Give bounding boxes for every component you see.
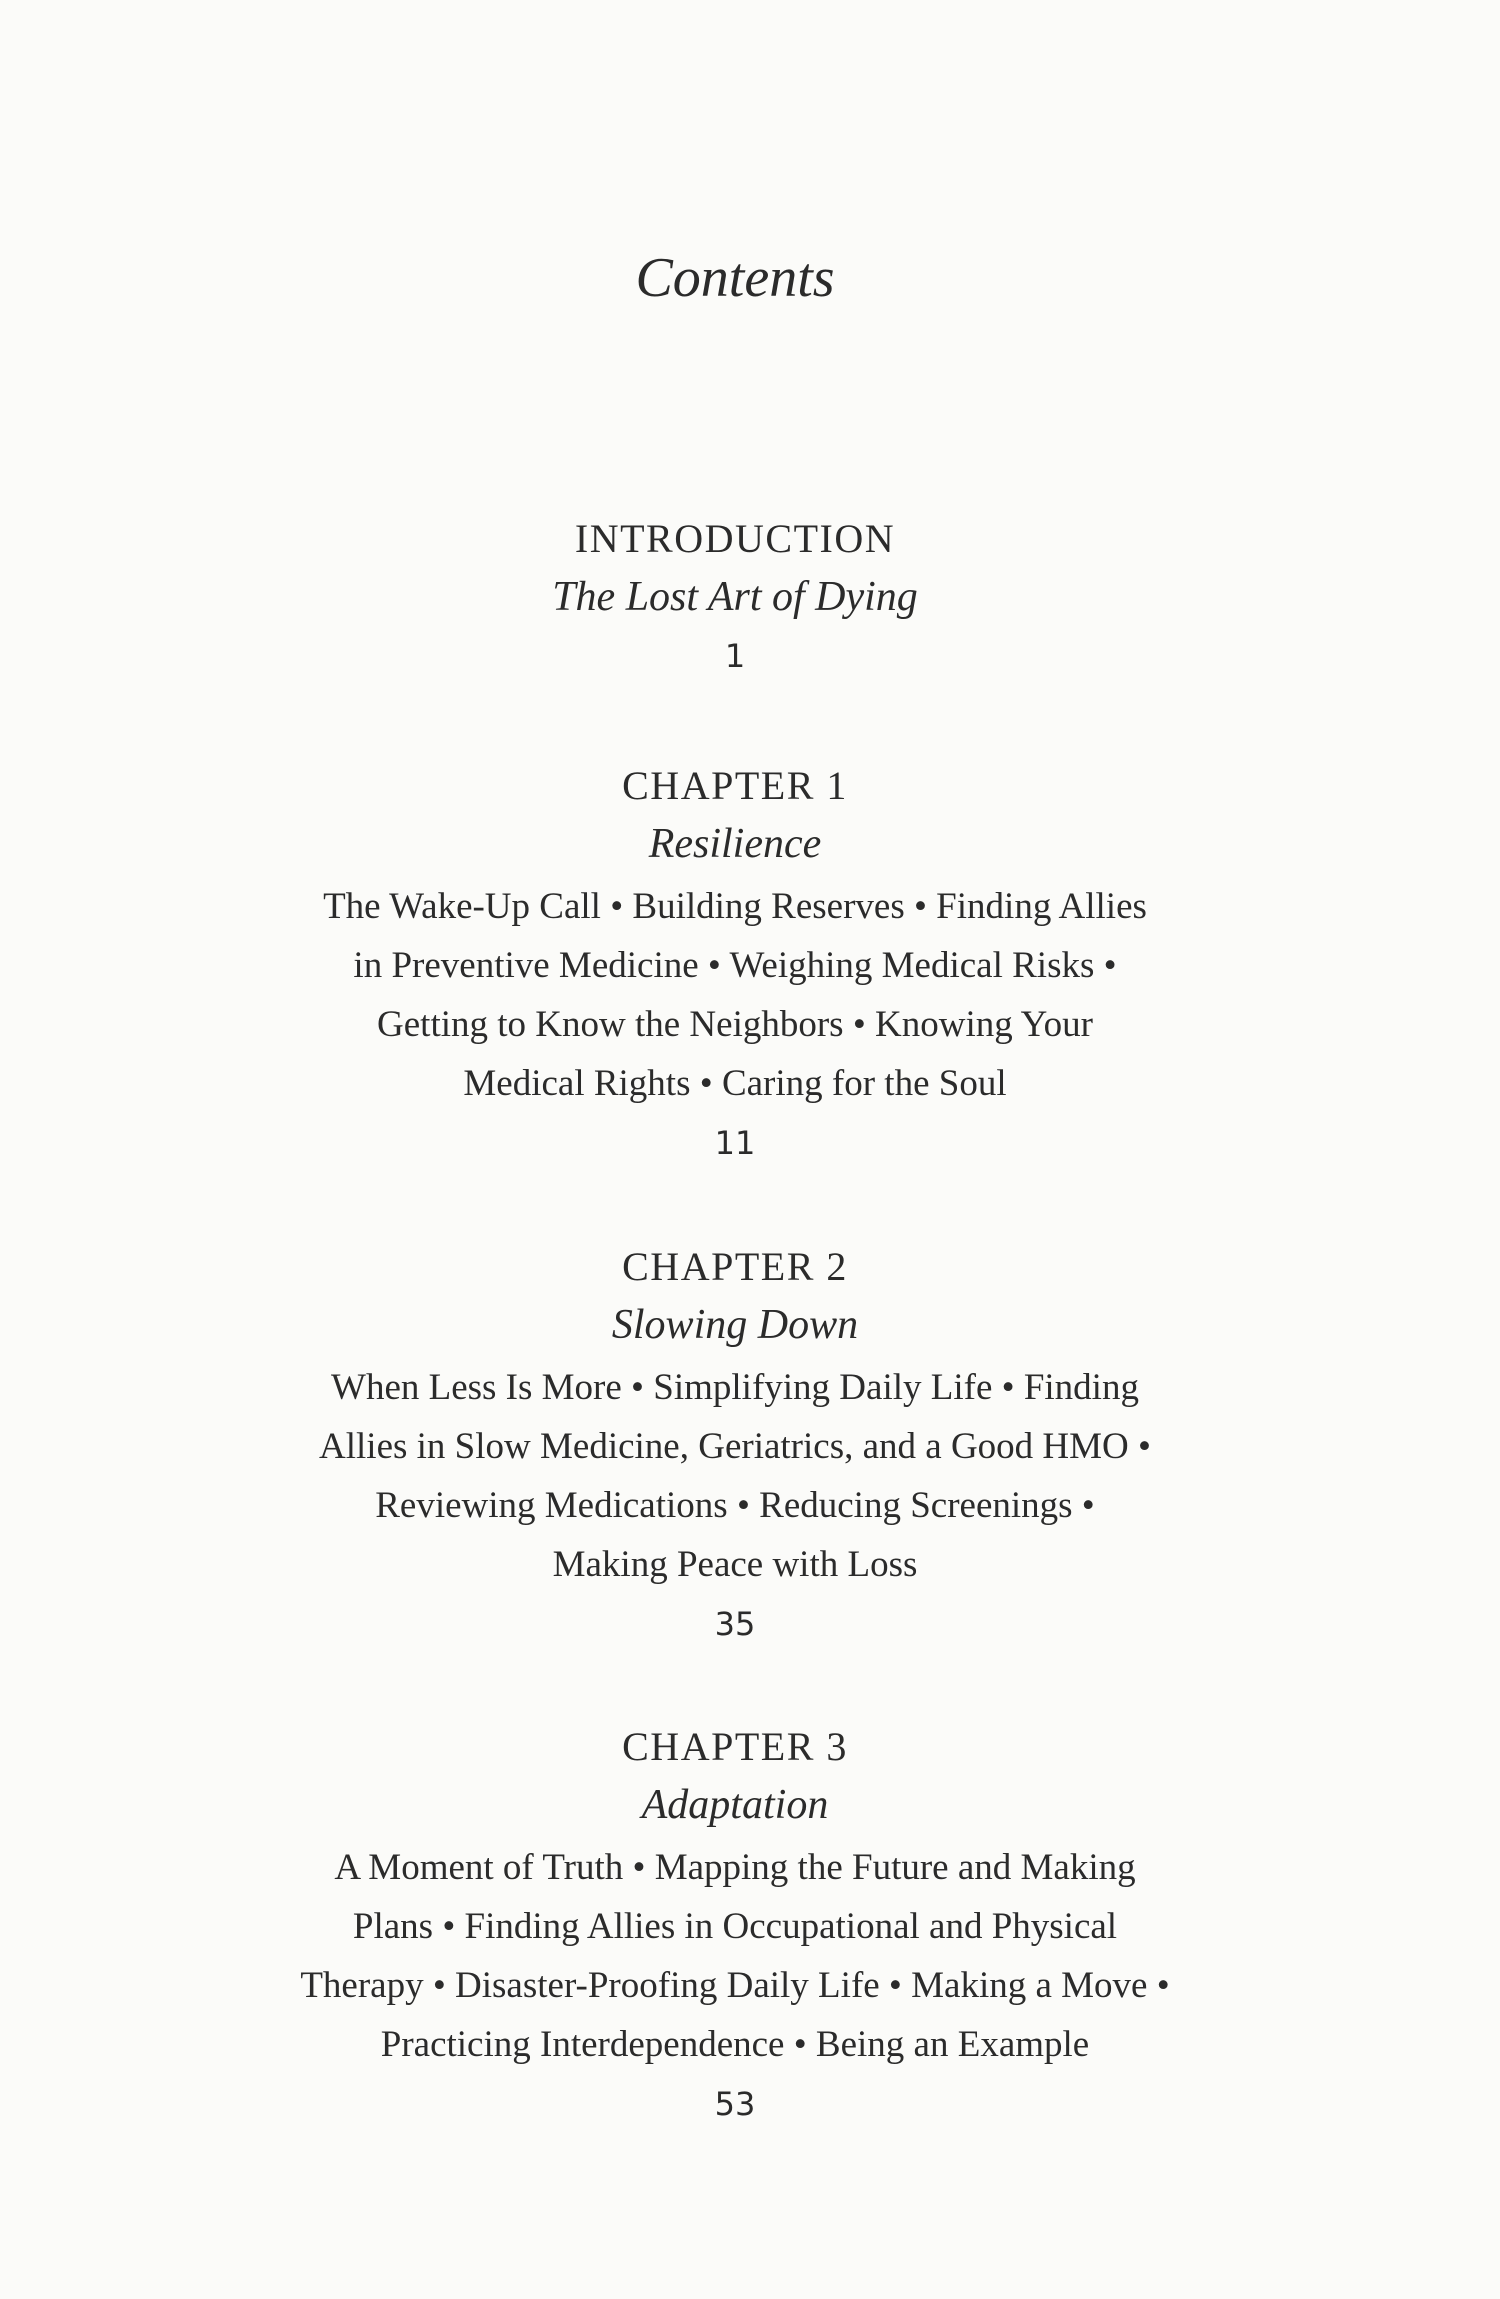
toc-entry-chapter-1 bbox=[0, 757, 1470, 1173]
toc-entry-chapter-2 bbox=[0, 1238, 1470, 1654]
topic-line: Getting to Know the Neighbors • Knowing Your bbox=[377, 1004, 1093, 1045]
topic-line: A Moment of Truth • Mapping the Future and Making bbox=[334, 1847, 1136, 1888]
topic-line: Plans • Finding Allies in Occupational and Physical bbox=[352, 1906, 1118, 1947]
topic-line: Allies in Slow Medicine, Geriatrics, and a Good HMO • bbox=[319, 1426, 1151, 1467]
page-title: Contents bbox=[635, 247, 835, 309]
topic-line: Reviewing Medications • Reducing Screenings • bbox=[375, 1485, 1095, 1526]
section-subtitle: Slowing Down bbox=[611, 1302, 859, 1348]
section-page-number: 1 bbox=[724, 637, 746, 675]
section-page-number: 53 bbox=[714, 2085, 756, 2123]
section-subtitle: The Lost Art of Dying bbox=[552, 574, 918, 620]
section-page-number: 11 bbox=[714, 1124, 756, 1162]
section-page-number: 35 bbox=[714, 1605, 756, 1643]
section-topics bbox=[0, 877, 1470, 1113]
topic-line: When Less Is More • Simplifying Daily Life • Finding bbox=[331, 1367, 1139, 1408]
topic-line: Medical Rights • Caring for the Soul bbox=[463, 1063, 1007, 1104]
topic-line: The Wake-Up Call • Building Reserves • Finding Allies bbox=[323, 886, 1147, 927]
toc-entry-chapter-3 bbox=[0, 1718, 1470, 2134]
topic-line: Practicing Interdependence • Being an Example bbox=[380, 2024, 1090, 2065]
section-label: CHAPTER 1 bbox=[622, 763, 848, 808]
topic-line: in Preventive Medicine • Weighing Medical Risks • bbox=[353, 945, 1117, 986]
section-subtitle: Adaptation bbox=[641, 1782, 829, 1828]
topic-line: Making Peace with Loss bbox=[552, 1544, 918, 1585]
toc-entry-introduction bbox=[0, 510, 1470, 686]
topic-line: Therapy • Disaster-Proofing Daily Life • Making a Move • bbox=[300, 1965, 1170, 2006]
section-label: CHAPTER 3 bbox=[622, 1724, 848, 1769]
section-topics bbox=[0, 1838, 1470, 2074]
section-label: INTRODUCTION bbox=[574, 516, 896, 561]
section-subtitle: Resilience bbox=[648, 821, 822, 867]
section-topics bbox=[0, 1358, 1470, 1594]
section-label: CHAPTER 2 bbox=[622, 1244, 848, 1289]
